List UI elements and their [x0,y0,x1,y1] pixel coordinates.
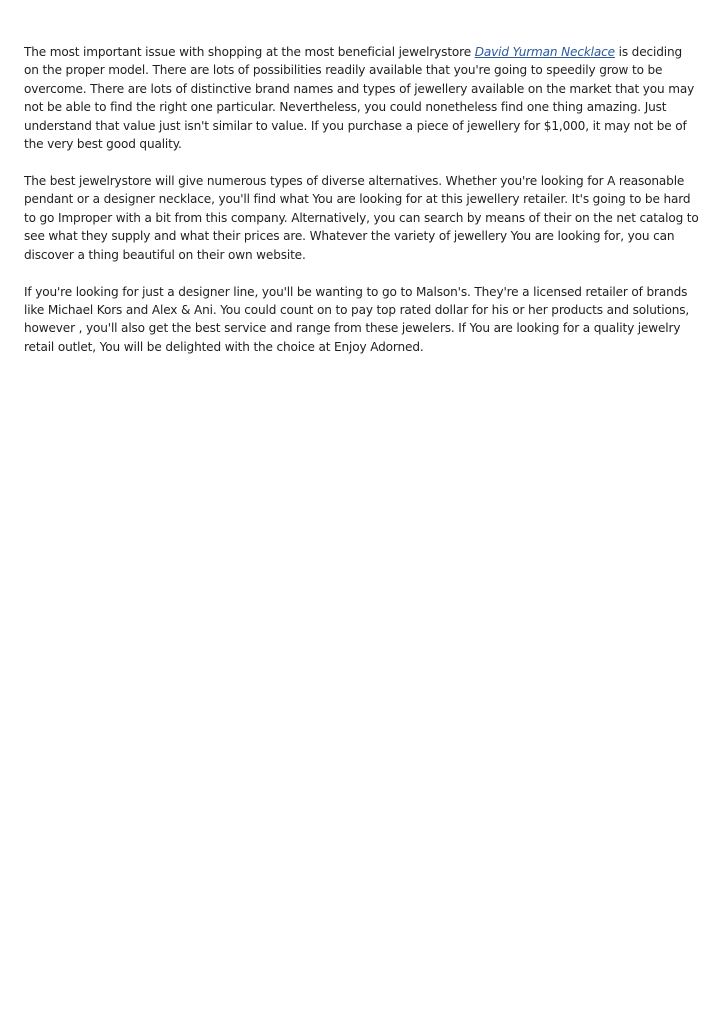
paragraph-2: The best jewelrystore will give numerous types of diverse alternatives. Whether you're looking for A reasonable pendant or a designer necklace, you'll find what You are looking for at this jewellery retailer. It's going to be hard to go Improper with a bit from this company. Alternatively, you can search by means of their on the net catalog to see what they supply and what their prices are. Whatever the variety of jewellery You are looking for, you can discover a thing beautiful on their own website. [24,174,699,262]
paragraph-1 [24,43,700,153]
document-body [24,43,700,375]
paragraph-1-text-start: The most important issue with shopping at the most beneficial jewelrystore [24,45,475,59]
david-yurman-necklace-link[interactable]: David Yurman Necklace [474,45,615,59]
paragraph-3: If you're looking for just a designer line, you'll be wanting to go to Malson's. They're a licensed retailer of brands like Michael Kors and Alex & Ani. You could count on to pay top rated dollar for his or her products and solutions, however , you'll also get the best service and range from these jewelers. If You are looking for a quality jewelry retail outlet, You will be delighted with the choice at Enjoy Adorned. [24,284,690,354]
paragraph-1-text-end: is deciding on the proper model. There are lots of possibilities readily available that you're going to speedily grow to be overcome. There are lots of distinctive brand names and types of jewellery available on the market that you may not be able to find the right one particular. Nevertheless, you could nonetheless find one thing amazing. Just understand that value just isn't similar to value. If you purchase a piece of jewellery for $1,000, it may not be of the very best good quality. [24,45,695,152]
